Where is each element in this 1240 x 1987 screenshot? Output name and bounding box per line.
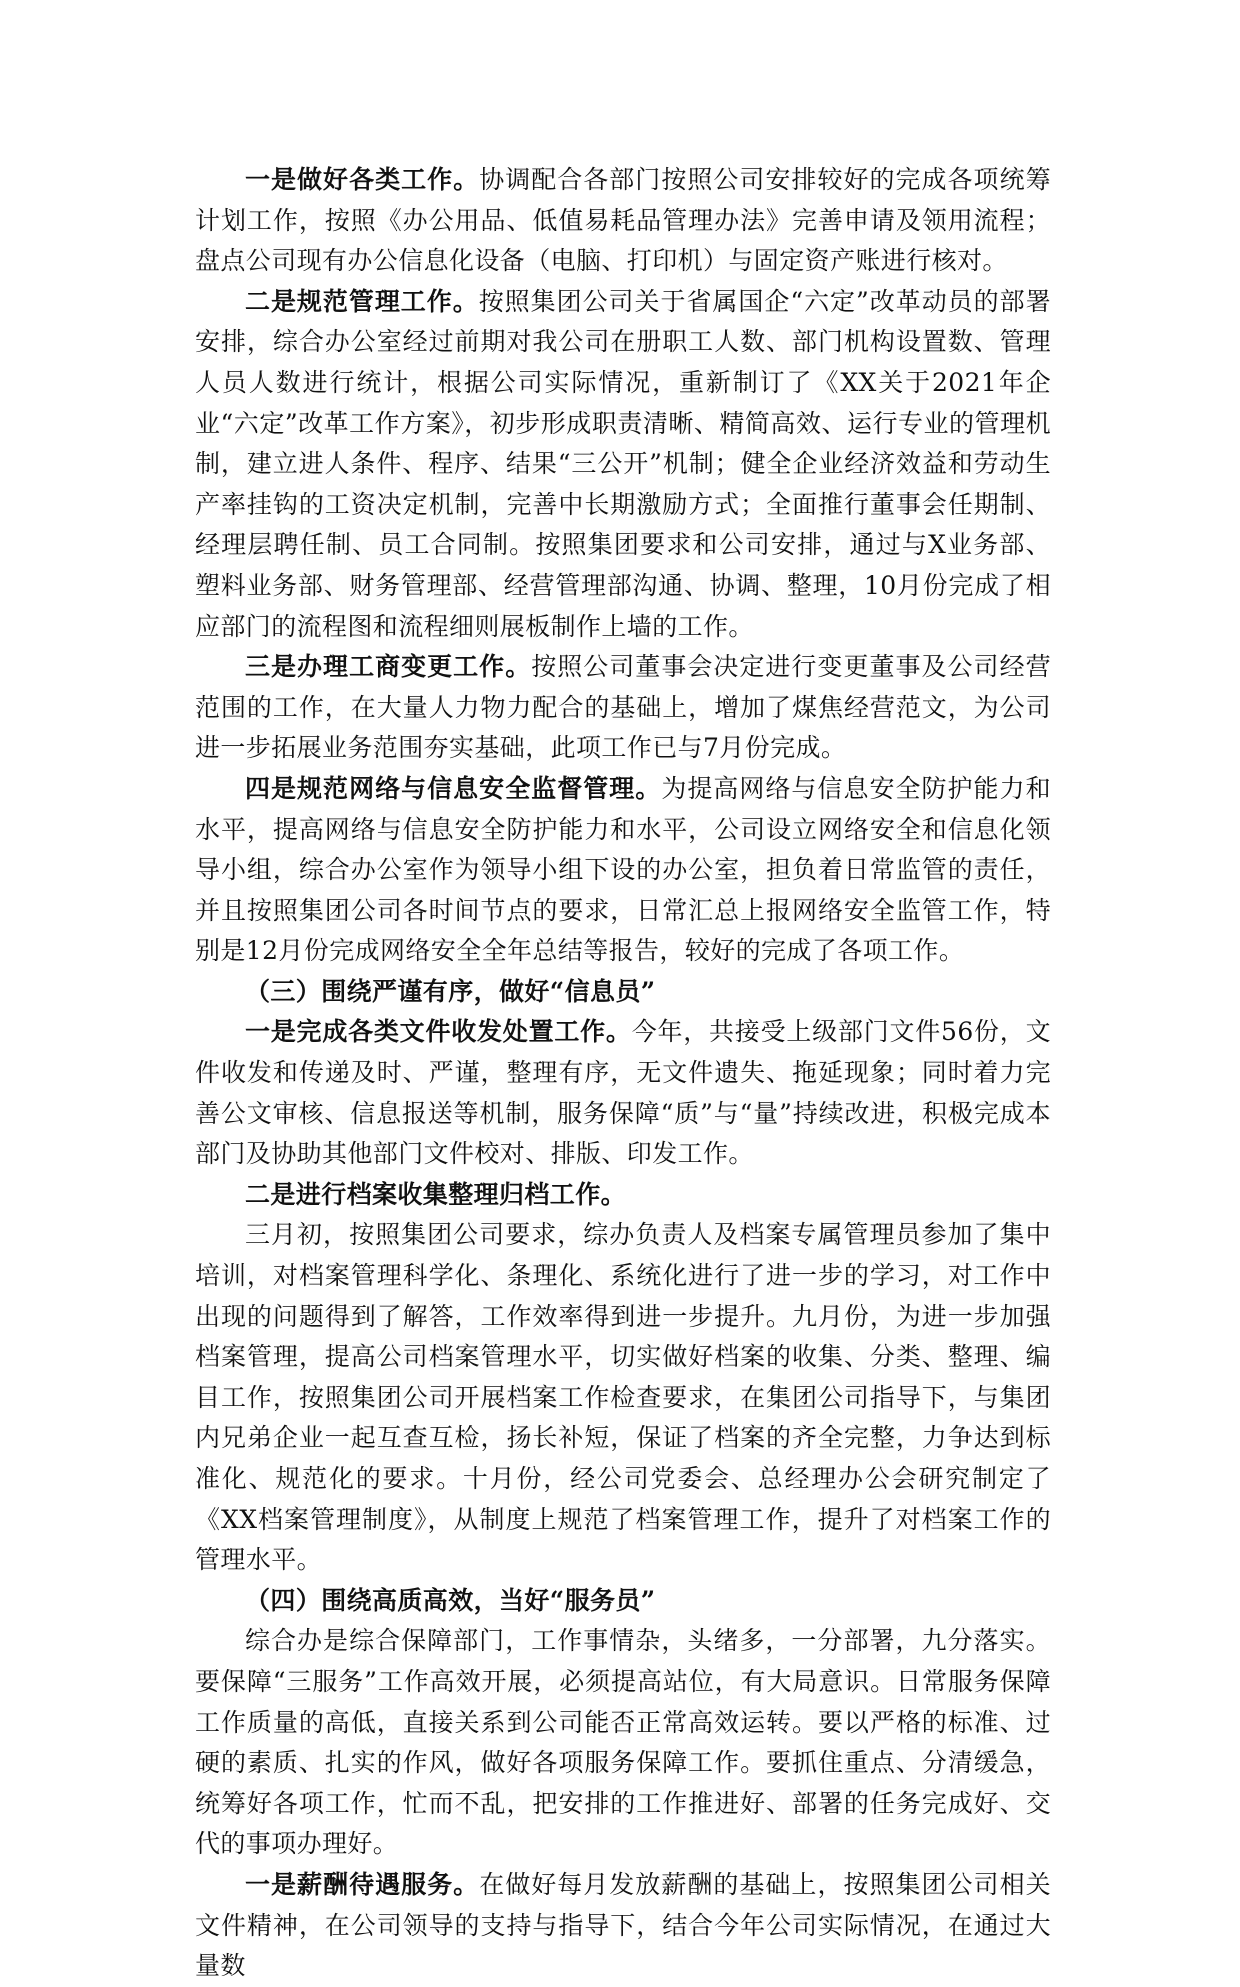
paragraph-archive-body: 三月初，按照集团公司要求，综办负责人及档案专属管理员参加了集中培训，对档案管理科学化、条理化、系统化进行了进一步的学习，对工作中出现的问题得到了解答，工作效率得到进一步提升。九月份，为进一步加强档案管理，提高公司档案管理水平，切实做好档案的收集、分类、整理、编目工作，按照集团公司开展档案工作检查要求，在集团公司指导下，与集团内兄弟企业一起互查互检，扬长补短，保证了档案的齐全完整，力争达到标准化、规范化的要求。十月份，经公司党委会、总经理办公会研究制定了《XX档案管理制度》，从制度上规范了档案管理工作，提升了对档案工作的管理水平。	[195, 1220, 1051, 1575]
paragraph-lead: 一是做好各类工作。	[245, 165, 480, 194]
subheading-archive: 二是进行档案收集整理归档工作。	[245, 1179, 627, 1209]
paragraph-body: 协调配合各部门按照公司安排较好的完成各项统筹计划工作，按照《办公用品、低值易耗品管理办法》完善申请及领用流程；盘点公司现有办公信息化设备（电脑、打印机）与固定资产账进行核对。	[195, 165, 1051, 276]
paragraph-2	[195, 282, 1051, 647]
section-heading-4: （四）围绕高质高效，当好“服务员”	[245, 1585, 656, 1615]
paragraph-1	[195, 160, 1051, 282]
paragraph-service-intro: 综合办是综合保障部门，工作事情杂，头绪多，一分部署，九分落实。要保障“三服务”工作高效开展，必须提高站位，有大局意识。日常服务保障工作质量的高低，直接关系到公司能否正常高效运转。要以严格的标准、过硬的素质、扎实的作风，做好各项服务保障工作。要抓住重点、分清缓急，统筹好各项工作，忙而不乱，把安排的工作推进好、部署的任务完成好、交代的事项办理好。	[195, 1626, 1051, 1859]
paragraph-body: 按照集团公司关于省属国企“六定”改革动员的部署安排，综合办公室经过前期对我公司在册职工人数、部门机构设置数、管理人员人数进行统计，根据公司实际情况，重新制订了《XX关于2021年企业“六定”改革工作方案》，初步形成职责清晰、精简高效、运行专业的管理机制，建立进人条件、程序、结果“三公开”机制；健全企业经济效益和劳动生产率挂钩的工资决定机制，完善中长期激励方式；全面推行董事会任期制、经理层聘任制、员工合同制。按照集团要求和公司安排，通过与X业务部、塑料业务部、财务管理部、经营管理部沟通、协调、整理，10月份完成了相应部门的流程图和流程细则展板制作上墙的工作。	[195, 286, 1051, 641]
paragraph-lead: 三是办理工商变更工作。	[245, 652, 532, 682]
paragraph-lead: 一是完成各类文件收发处置工作。	[245, 1017, 632, 1047]
paragraph-body: 为提高网络与信息安全防护能力和水平，提高网络与信息安全防护能力和水平，公司设立网络安全和信息化领导小组，综合办公室作为领导小组下设的办公室，担负着日常监管的责任，并且按照集团公司各时间节点的要求，日常汇总上报网络安全监管工作，特别是12月份完成网络安全全年总结等报告，较好的完成了各项工作。	[195, 773, 1051, 966]
paragraph-5	[195, 1012, 1051, 1174]
paragraph-4	[195, 769, 1051, 972]
document-page	[195, 160, 1051, 1987]
paragraph-salary	[195, 1865, 1051, 1987]
paragraph-body: 在做好每月发放薪酬的基础上，按照集团公司相关文件精神，在公司领导的支持与指导下，结合今年公司实际情况，在通过大量数	[195, 1869, 1051, 1981]
paragraph-lead: 一是薪酬待遇服务。	[245, 1869, 480, 1899]
paragraph-lead: 二是规范管理工作。	[245, 286, 479, 316]
paragraph-body: 今年，共接受上级部门文件56份，文件收发和传递及时、严谨，整理有序，无文件遗失、拖延现象；同时着力完善公文审核、信息报送等机制，服务保障“质”与“量”持续改进，积极完成本部门及协助其他部门文件校对、排版、印发工作。	[195, 1017, 1051, 1169]
section-heading-3: （三）围绕严谨有序，做好“信息员”	[245, 976, 656, 1006]
paragraph-body: 按照公司董事会决定进行变更董事及公司经营范围的工作，在大量人力物力配合的基础上，增加了煤焦经营范文，为公司进一步拓展业务范围夯实基础，此项工作已与7月份完成。	[195, 652, 1051, 763]
paragraph-3	[195, 647, 1051, 769]
paragraph-lead: 四是规范网络与信息安全监督管理。	[245, 773, 662, 803]
